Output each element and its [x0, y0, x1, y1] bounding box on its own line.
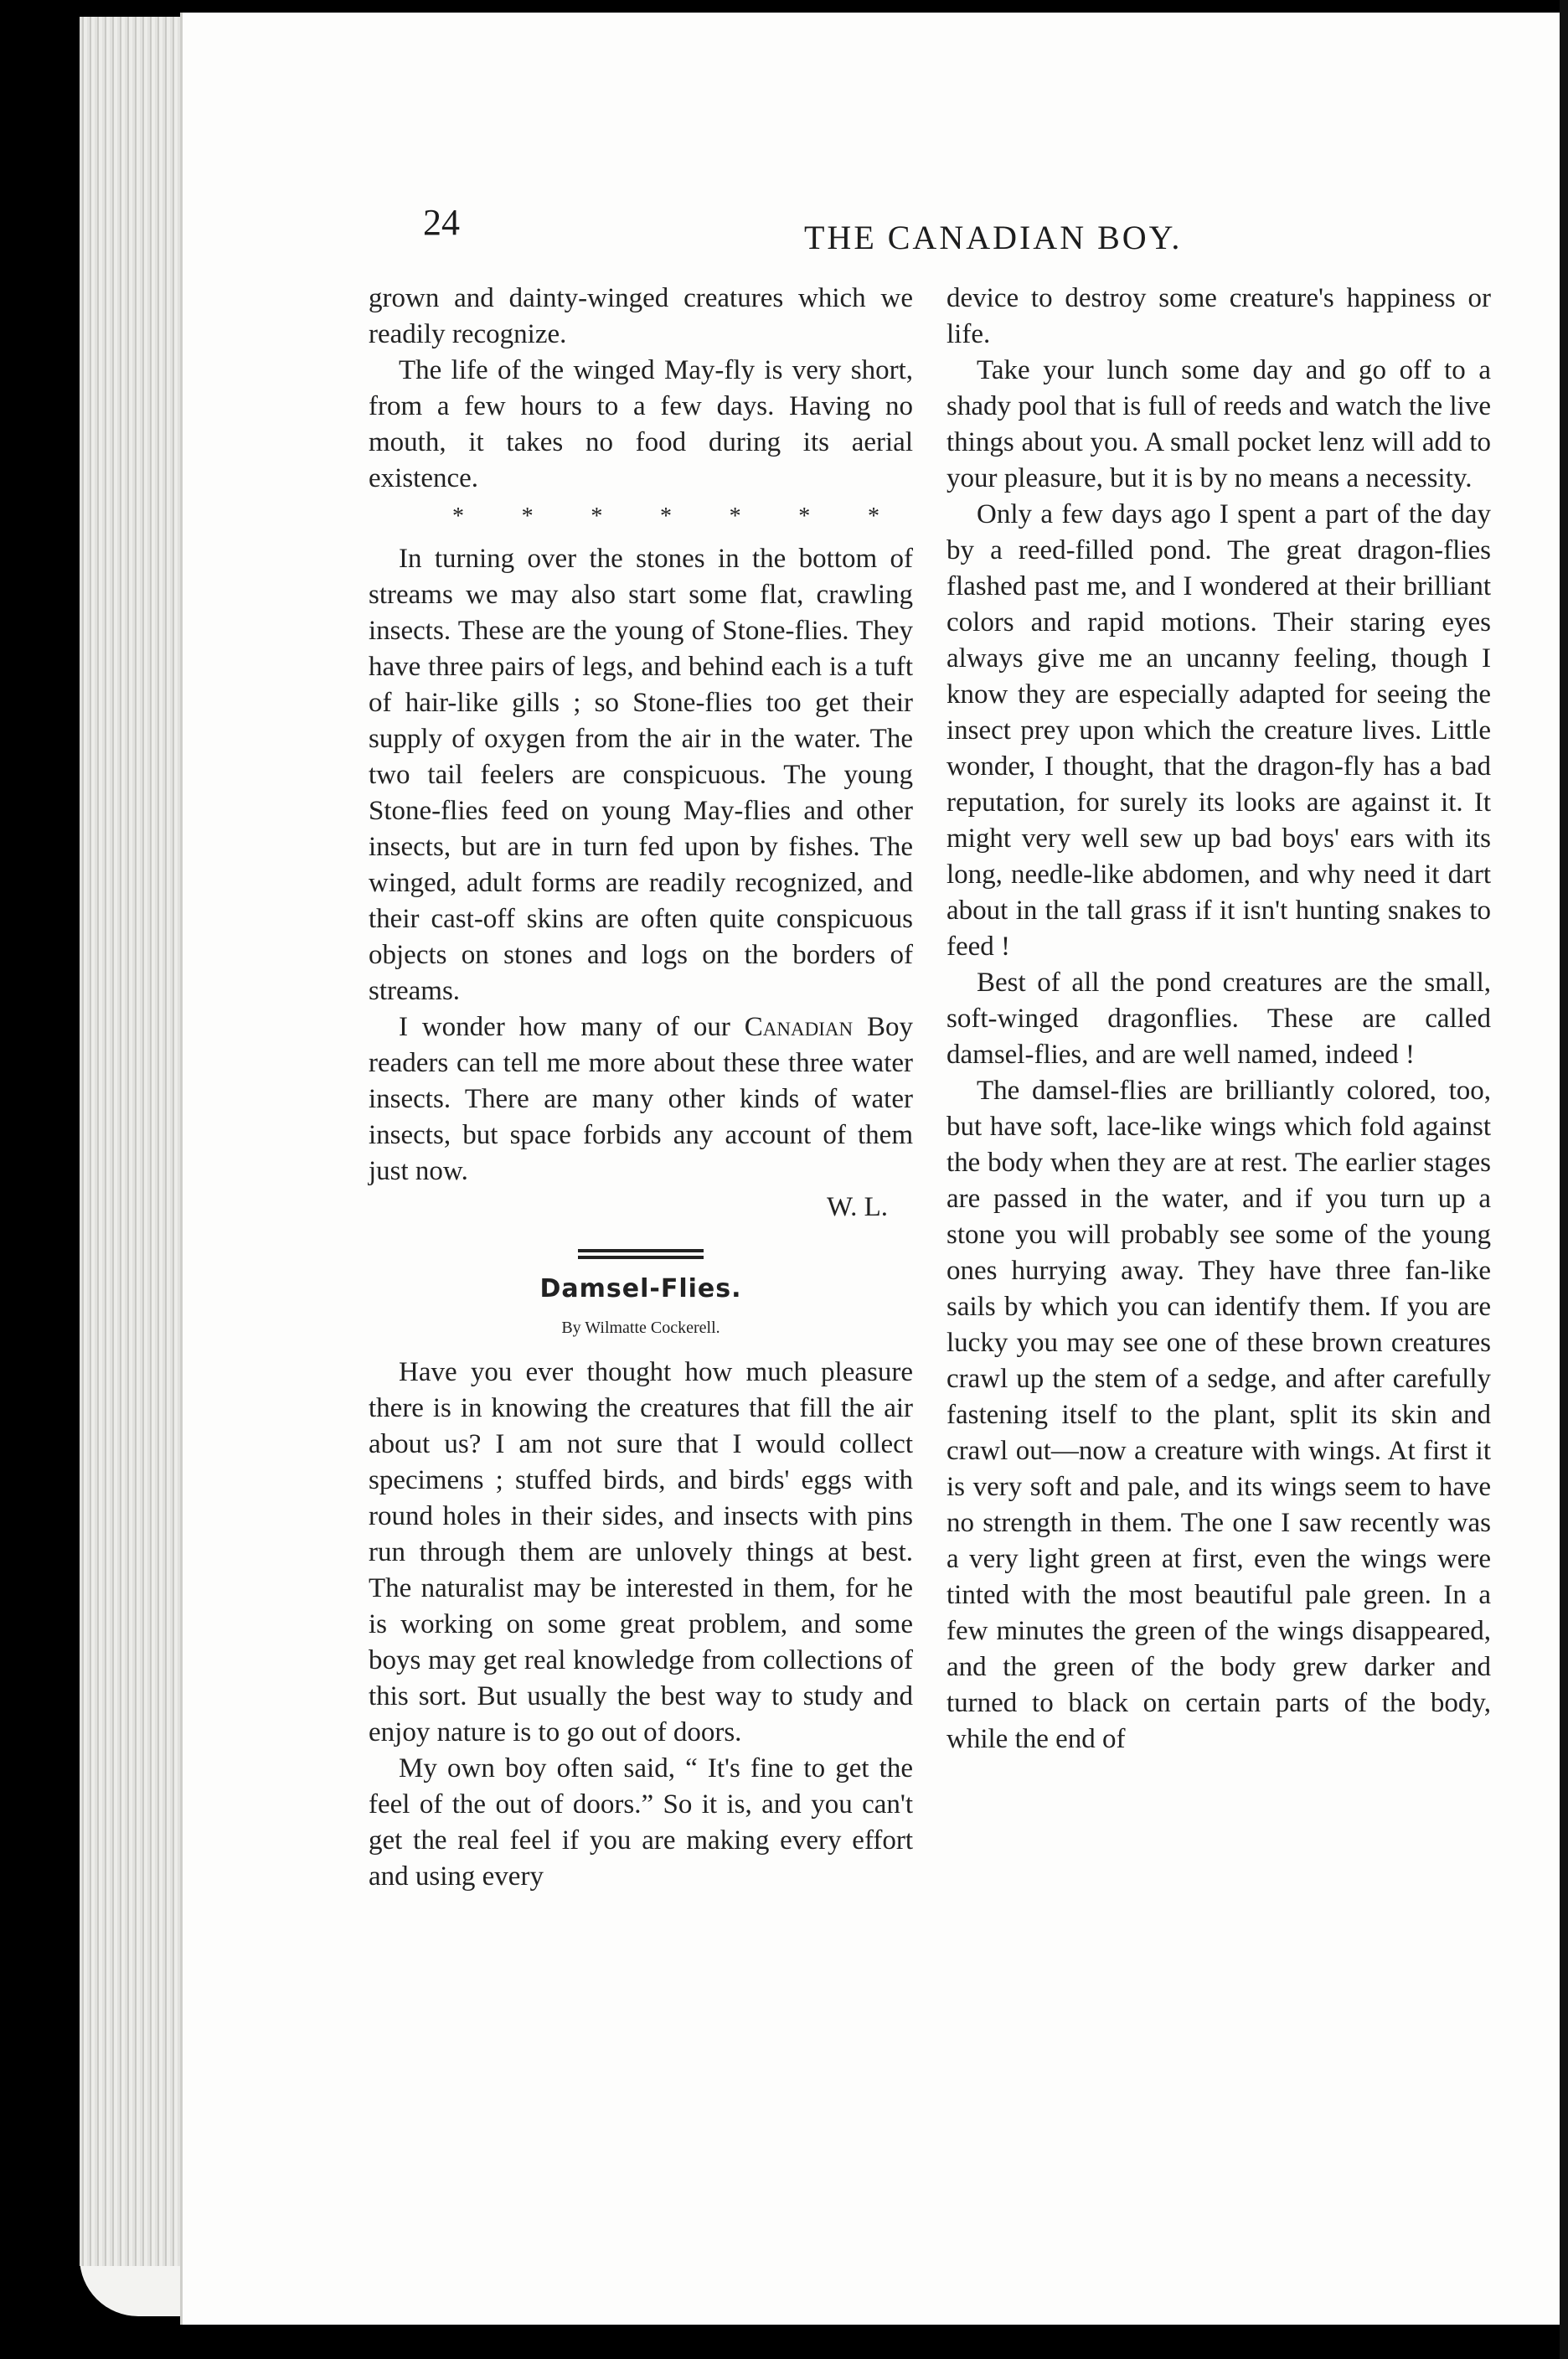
byline: By Wilmatte Cockerell.	[561, 1319, 720, 1337]
paragraph: Best of all the pond creatures are the small, soft-winged dragonflies. These are called damsel-flies, and are well named, indeed !	[946, 968, 1491, 1070]
paragraph	[369, 1009, 913, 1190]
star: *	[591, 503, 603, 529]
paragraph: My own boy often said, “ It's fine to get the feel of the out of doors.” So it is, and you can't get the real feel if you are making every effort and using every	[369, 1753, 913, 1892]
star: *	[729, 503, 741, 529]
scan-border	[1560, 0, 1568, 2359]
page-number: 24	[423, 202, 460, 243]
text-run-smallcaps: Canadian	[744, 1012, 854, 1042]
text-run: Boy readers can tell me more about these three water insects. There are many other kinds of water insects, but space forbids any account of them just now.	[369, 1012, 913, 1186]
paragraph: The life of the winged May-fly is very short, from a few hours to a few days. Having no mouth, it takes no food during its aerial existence.	[369, 355, 913, 493]
paragraph: Only a few days ago I spent a part of the day by a reed-filled pond. The great dragon-flies flashed past me, and I wondered at their brilliant colors and rapid motions. Their staring eyes always give me an uncanny feeling, though I know they are especially adapted for seeing the insect prey upon which the creature lives. Little wonder, I thought, that the dragon-fly has a bad reputation, for surely its looks are against it. It might very well sew up bad boys' ears with its long, needle-like abdomen, and why need it dart about in the tall grass if it isn't hunting snakes to feed !	[946, 499, 1491, 962]
paragraph: Have you ever thought how much pleasure there is in knowing the creatures that fill the air about us? I am not sure that I would collect specimens ; stuffed birds, and birds' eggs with round holes in their sides, and insects with pins run through them are unlovely things at best. The naturalist may be interested in them, for he is working on some great problem, and some boys may get real knowledge from collections of this sort. But usually the best way to study and enjoy nature is to go out of doors.	[369, 1357, 913, 1747]
paragraph: grown and dainty-winged creatures which we readily recognize.	[369, 283, 913, 349]
section-break-stars	[369, 498, 913, 534]
star: *	[452, 503, 464, 529]
paragraph: The damsel-flies are brilliantly colored, too, but have soft, lace-like wings which fold against the body when they are at rest. The earlier stages are passed in the water, and if you turn up a stone you will probably see some of the young ones hurrying away. They have three fan-like sails by which you can identify them. If you are lucky you may see one of these brown creatures crawl up the stem of a sedge, and after carefully fastening itself to the plant, split its skin and crawl out—now a creature with wings. At first it is very soft and pale, and its wings seem to have no strength in them. The one I saw recently was a very light green at first, even the wings were tinted with the most beautiful pale green. In a few minutes the green of the wings disappeared, and the green of the body grew darker and turned to black on certain parts of the body, while the end of	[946, 1076, 1491, 1754]
text-run: I wonder how many of our	[399, 1012, 745, 1042]
star: *	[867, 503, 879, 529]
right-column	[946, 281, 1491, 1758]
double-rule	[369, 1249, 913, 1259]
paragraph: In turning over the stones in the bottom of streams we may also start some flat, crawling insects. These are the young of Stone-flies. They have three pairs of legs, and behind each is a tuft of hair-like gills ; so Stone-flies too get their supply of oxygen from the air in the water. The two tail feelers are conspicuous. The young Stone-flies feed on young May-flies and other insects, but are in turn fed upon by fishes. The winged, adult forms are readily recognized, and their cast-off skins are often quite conspicuous objects on stones and logs on the borders of streams.	[369, 544, 913, 1006]
star: *	[659, 503, 672, 529]
left-column	[369, 281, 913, 1895]
paragraph: Take your lunch some day and go off to a shady pool that is full of reeds and watch the live things about you. A small pocket lenz will add to your pleasure, but it is by no means a necessity.	[946, 355, 1491, 493]
article-title: Damsel-Flies.	[539, 1274, 742, 1303]
rule-line	[578, 1249, 704, 1259]
paragraph: device to destroy some creature's happiness or life.	[946, 283, 1491, 349]
running-head: THE CANADIAN BOY.	[804, 219, 1183, 256]
page-header	[423, 201, 1504, 268]
star: *	[798, 503, 811, 529]
star: *	[521, 503, 534, 529]
author-initials: W. L.	[826, 1192, 888, 1222]
